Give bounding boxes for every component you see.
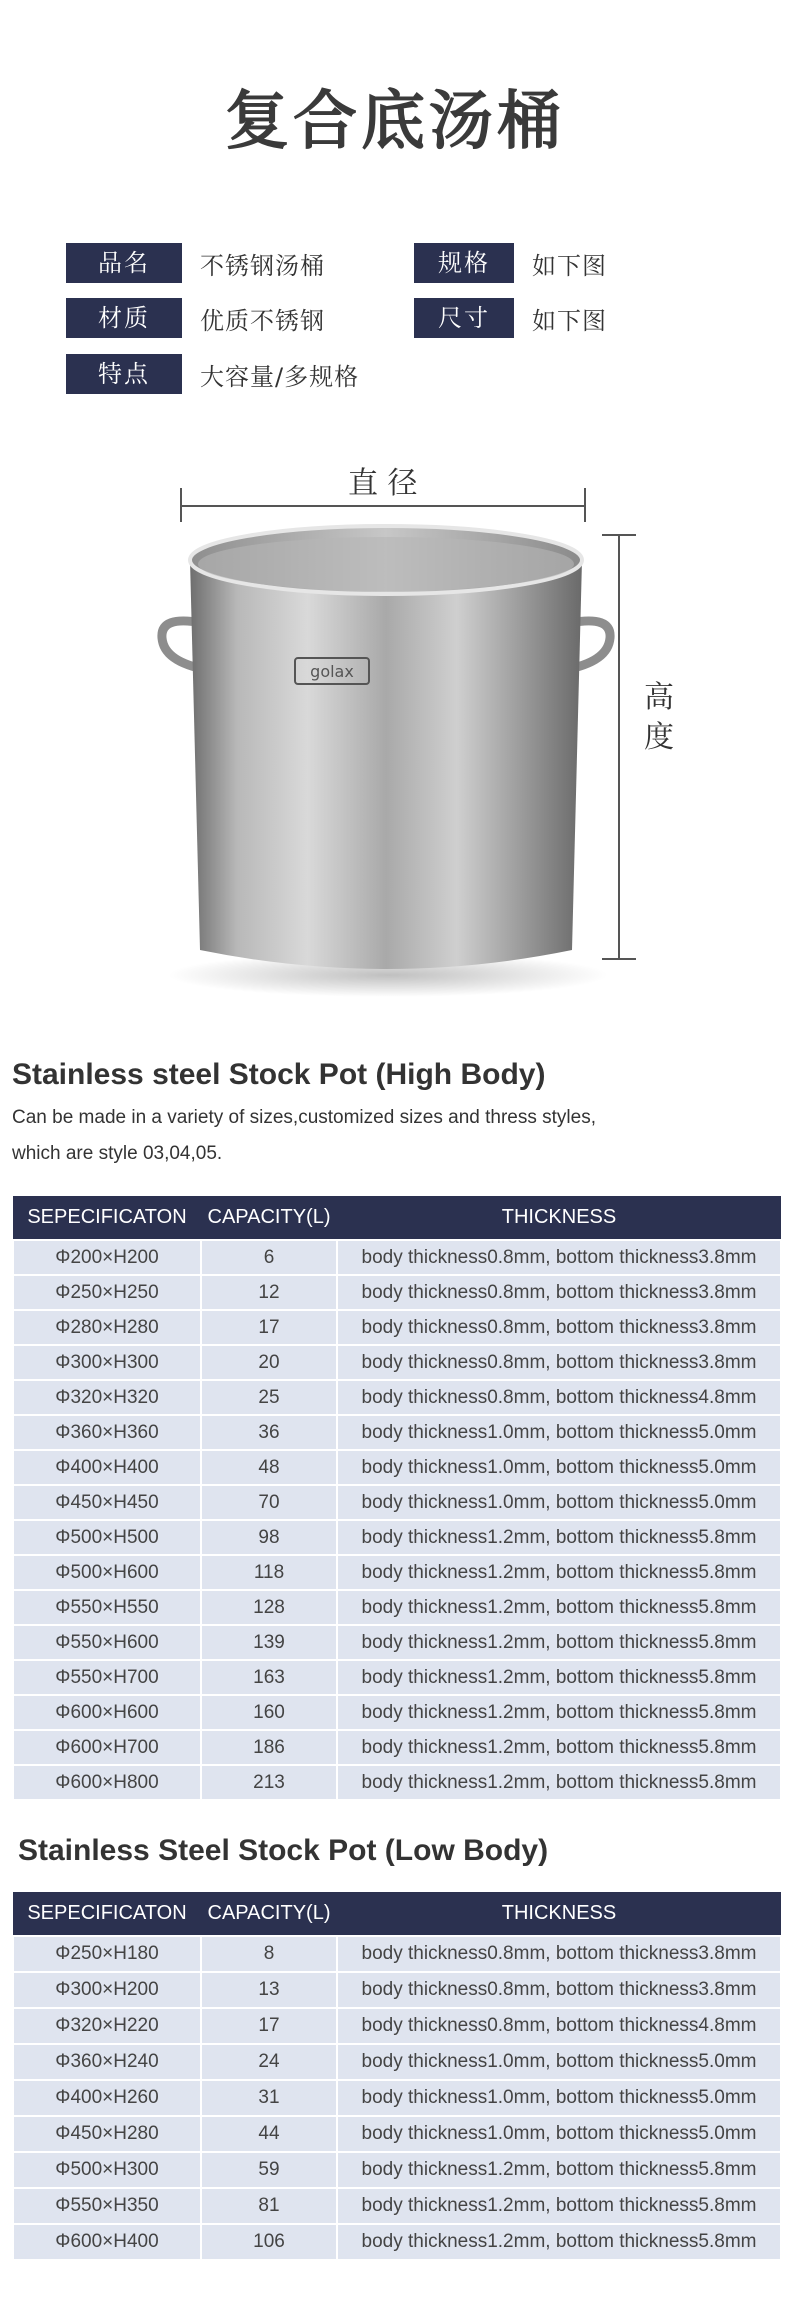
- cell-specification: Φ550×H600: [13, 1625, 201, 1660]
- high-body-title: Stainless steel Stock Pot (High Body): [12, 1058, 546, 1091]
- cell-thickness: body thickness1.2mm, bottom thickness5.8mm: [337, 1555, 781, 1590]
- height-label-1: 高: [644, 680, 674, 715]
- diameter-label: 直 径: [348, 466, 418, 501]
- cell-thickness: body thickness1.0mm, bottom thickness5.0mm: [337, 1415, 781, 1450]
- cell-thickness: body thickness0.8mm, bottom thickness3.8mm: [337, 1240, 781, 1275]
- cell-thickness: body thickness1.0mm, bottom thickness5.0mm: [337, 2044, 781, 2080]
- header-capacity: CAPACITY(L): [201, 1892, 337, 1936]
- cell-capacity: 163: [201, 1660, 337, 1695]
- cell-thickness: body thickness1.2mm, bottom thickness5.8mm: [337, 1730, 781, 1765]
- table-row: [13, 1590, 781, 1625]
- spec-material: [66, 298, 325, 338]
- cell-capacity: 6: [201, 1240, 337, 1275]
- spec-value: 大容量/多规格: [200, 362, 360, 391]
- table-row: [13, 1240, 781, 1275]
- high-body-table: [12, 1196, 782, 1801]
- cell-specification: Φ360×H360: [13, 1415, 201, 1450]
- spec-value: 如下图: [532, 306, 607, 335]
- cell-thickness: body thickness1.0mm, bottom thickness5.0mm: [337, 2080, 781, 2116]
- table-row: [13, 1485, 781, 1520]
- header-specification: SEPECIFICATON: [13, 1196, 201, 1240]
- cell-thickness: body thickness0.8mm, bottom thickness3.8mm: [337, 1936, 781, 1972]
- cell-specification: Φ400×H260: [13, 2080, 201, 2116]
- cell-thickness: body thickness0.8mm, bottom thickness3.8mm: [337, 1972, 781, 2008]
- spec-value: 不锈钢汤桶: [200, 251, 325, 280]
- cell-thickness: body thickness0.8mm, bottom thickness3.8mm: [337, 1275, 781, 1310]
- cell-specification: Φ360×H240: [13, 2044, 201, 2080]
- cell-specification: Φ320×H320: [13, 1380, 201, 1415]
- table-row: [13, 1415, 781, 1450]
- table-row: [13, 1380, 781, 1415]
- table-row: [13, 1660, 781, 1695]
- spec-tag: 材质: [66, 298, 182, 338]
- table-row: [13, 1275, 781, 1310]
- cell-specification: Φ500×H600: [13, 1555, 201, 1590]
- spec-tag: 特点: [66, 354, 182, 394]
- cell-capacity: 81: [201, 2188, 337, 2224]
- cell-thickness: body thickness1.2mm, bottom thickness5.8mm: [337, 2224, 781, 2260]
- cell-capacity: 13: [201, 1972, 337, 2008]
- cell-capacity: 98: [201, 1520, 337, 1555]
- cell-specification: Φ600×H800: [13, 1765, 201, 1800]
- spec-tag: 品名: [66, 243, 182, 283]
- cell-specification: Φ600×H600: [13, 1695, 201, 1730]
- cell-thickness: body thickness1.2mm, bottom thickness5.8mm: [337, 2152, 781, 2188]
- cell-capacity: 24: [201, 2044, 337, 2080]
- table-row: [13, 1765, 781, 1800]
- spec-product-name: [66, 243, 325, 283]
- table-row: [13, 1936, 781, 1972]
- header-capacity: CAPACITY(L): [201, 1196, 337, 1240]
- cell-capacity: 70: [201, 1485, 337, 1520]
- cell-specification: Φ320×H220: [13, 2008, 201, 2044]
- table-row: [13, 2152, 781, 2188]
- table-row: [13, 1730, 781, 1765]
- cell-thickness: body thickness1.0mm, bottom thickness5.0mm: [337, 1450, 781, 1485]
- cell-capacity: 139: [201, 1625, 337, 1660]
- cell-thickness: body thickness0.8mm, bottom thickness4.8mm: [337, 2008, 781, 2044]
- diameter-tick-left: [180, 488, 182, 522]
- table-row: [13, 2080, 781, 2116]
- cell-capacity: 8: [201, 1936, 337, 1972]
- cell-capacity: 25: [201, 1380, 337, 1415]
- table-header-row: [13, 1892, 781, 1936]
- table-header-row: [13, 1196, 781, 1240]
- cell-thickness: body thickness1.2mm, bottom thickness5.8mm: [337, 1520, 781, 1555]
- spec-size: [414, 298, 607, 338]
- cell-capacity: 213: [201, 1765, 337, 1800]
- spec-tag: 规格: [414, 243, 514, 283]
- cell-thickness: body thickness1.2mm, bottom thickness5.8mm: [337, 1695, 781, 1730]
- brand-logo: golax: [310, 662, 354, 681]
- cell-thickness: body thickness1.2mm, bottom thickness5.8mm: [337, 1625, 781, 1660]
- table-row: [13, 2044, 781, 2080]
- cell-thickness: body thickness0.8mm, bottom thickness3.8mm: [337, 1310, 781, 1345]
- table-row: [13, 2008, 781, 2044]
- spec-specification: [414, 243, 607, 283]
- diameter-line: [180, 505, 586, 507]
- spec-value: 如下图: [532, 251, 607, 280]
- header-thickness: THICKNESS: [337, 1892, 781, 1936]
- cell-specification: Φ600×H700: [13, 1730, 201, 1765]
- cell-specification: Φ500×H300: [13, 2152, 201, 2188]
- table-row: [13, 1310, 781, 1345]
- cell-specification: Φ600×H400: [13, 2224, 201, 2260]
- cell-thickness: body thickness1.0mm, bottom thickness5.0mm: [337, 2116, 781, 2152]
- cell-specification: Φ400×H400: [13, 1450, 201, 1485]
- spec-feature: [66, 354, 359, 394]
- table-row: [13, 1520, 781, 1555]
- cell-thickness: body thickness1.2mm, bottom thickness5.8mm: [337, 1590, 781, 1625]
- cell-capacity: 160: [201, 1695, 337, 1730]
- cell-specification: Φ300×H200: [13, 1972, 201, 2008]
- diameter-tick-right: [584, 488, 586, 522]
- spec-tag: 尺寸: [414, 298, 514, 338]
- cell-specification: Φ550×H700: [13, 1660, 201, 1695]
- table-row: [13, 1345, 781, 1380]
- cell-specification: Φ300×H300: [13, 1345, 201, 1380]
- cell-capacity: 128: [201, 1590, 337, 1625]
- height-label-2: 度: [644, 720, 674, 755]
- cell-specification: Φ450×H280: [13, 2116, 201, 2152]
- cell-capacity: 186: [201, 1730, 337, 1765]
- cell-thickness: body thickness0.8mm, bottom thickness4.8mm: [337, 1380, 781, 1415]
- cell-capacity: 17: [201, 2008, 337, 2044]
- table-row: [13, 1450, 781, 1485]
- cell-capacity: 36: [201, 1415, 337, 1450]
- cell-capacity: 44: [201, 2116, 337, 2152]
- page-title: 复合底汤桶: [225, 85, 565, 159]
- cell-specification: Φ280×H280: [13, 1310, 201, 1345]
- cell-specification: Φ250×H180: [13, 1936, 201, 1972]
- header-specification: SEPECIFICATON: [13, 1892, 201, 1936]
- cell-thickness: body thickness1.2mm, bottom thickness5.8mm: [337, 1765, 781, 1800]
- cell-capacity: 17: [201, 1310, 337, 1345]
- table-row: [13, 1555, 781, 1590]
- low-body-title: Stainless Steel Stock Pot (Low Body): [18, 1834, 549, 1867]
- high-body-desc-2: which are style 03,04,05.: [12, 1143, 223, 1164]
- table-row: [13, 1972, 781, 2008]
- table-row: [13, 2116, 781, 2152]
- cell-specification: Φ550×H350: [13, 2188, 201, 2224]
- stock-pot-image: [150, 520, 620, 1010]
- cell-thickness: body thickness1.2mm, bottom thickness5.8mm: [337, 2188, 781, 2224]
- cell-capacity: 59: [201, 2152, 337, 2188]
- cell-thickness: body thickness1.0mm, bottom thickness5.0mm: [337, 1485, 781, 1520]
- cell-capacity: 31: [201, 2080, 337, 2116]
- cell-capacity: 118: [201, 1555, 337, 1590]
- table-row: [13, 1625, 781, 1660]
- cell-capacity: 20: [201, 1345, 337, 1380]
- cell-thickness: body thickness0.8mm, bottom thickness3.8mm: [337, 1345, 781, 1380]
- cell-specification: Φ550×H550: [13, 1590, 201, 1625]
- high-body-desc-1: Can be made in a variety of sizes,customized sizes and thress styles,: [12, 1107, 596, 1128]
- cell-specification: Φ250×H250: [13, 1275, 201, 1310]
- cell-specification: Φ450×H450: [13, 1485, 201, 1520]
- table-row: [13, 1695, 781, 1730]
- table-row: [13, 2188, 781, 2224]
- cell-capacity: 106: [201, 2224, 337, 2260]
- cell-specification: Φ200×H200: [13, 1240, 201, 1275]
- header-thickness: THICKNESS: [337, 1196, 781, 1240]
- low-body-table: [12, 1892, 782, 2261]
- spec-value: 优质不锈钢: [200, 306, 325, 335]
- cell-specification: Φ500×H500: [13, 1520, 201, 1555]
- stock-pot-illustration: [150, 520, 620, 1010]
- cell-thickness: body thickness1.2mm, bottom thickness5.8mm: [337, 1660, 781, 1695]
- table-row: [13, 2224, 781, 2260]
- cell-capacity: 48: [201, 1450, 337, 1485]
- cell-capacity: 12: [201, 1275, 337, 1310]
